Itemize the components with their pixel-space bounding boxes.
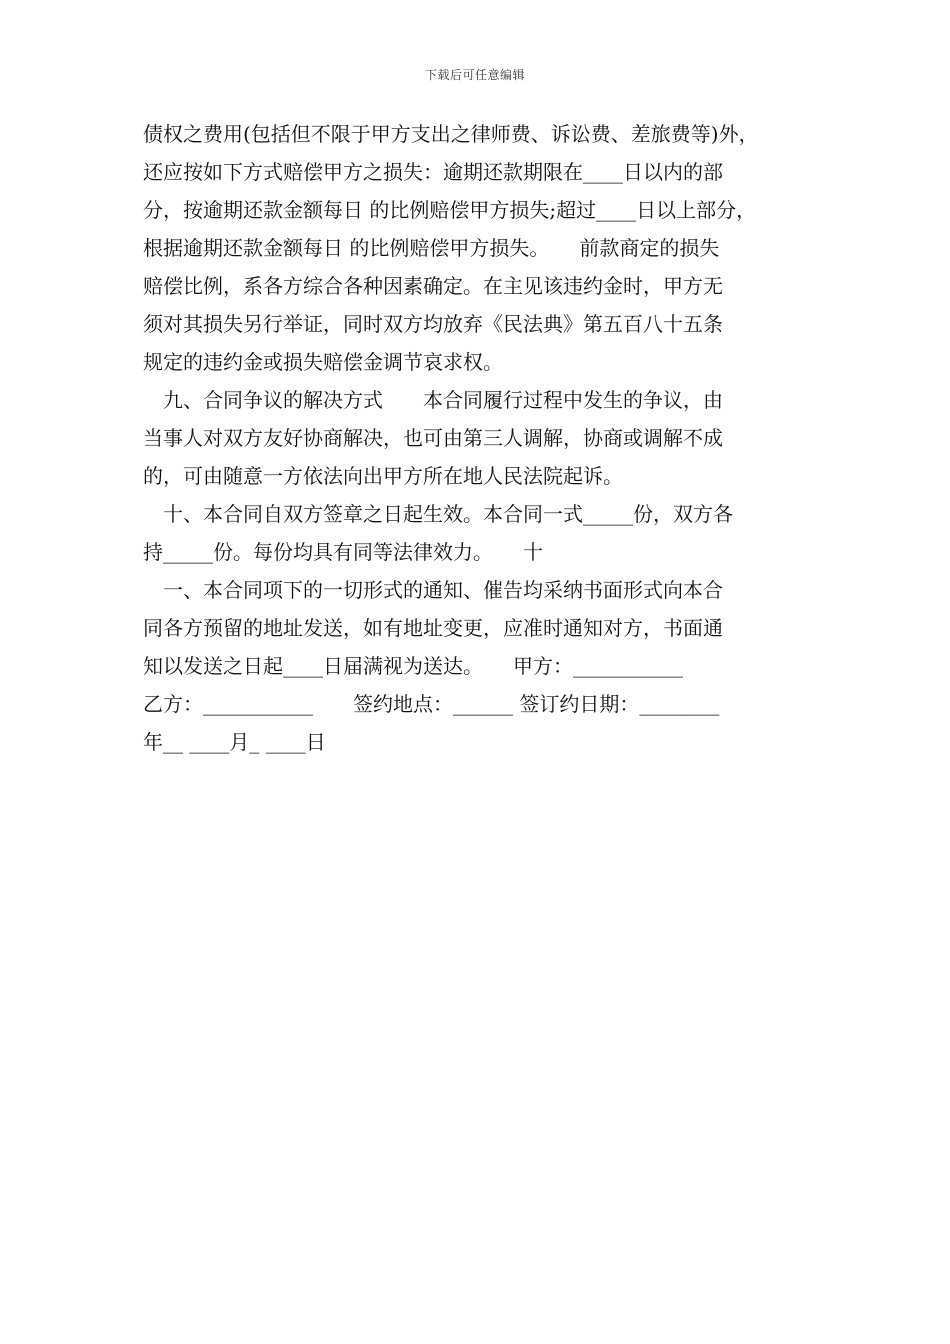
text-line: 同各方预留的地址发送，如有地址变更，应准时通知对方，书面通: [143, 616, 723, 640]
text-line: 债权之费用(包括但不限于甲方支出之律师费、诉讼费、差旅费等)外，: [143, 122, 759, 146]
text-line: 须对其损失另行举证，同时双方均放弃《民法典》第五百八十五条: [143, 312, 723, 336]
text-line: 年__ ____月_ ____日: [143, 730, 326, 754]
text-line: 分，按逾期还款金额每日 的比例赔偿甲方损失;超过____日以上部分，: [143, 198, 757, 222]
text-line: 的，可由随意一方依法向出甲方所在地人民法院起诉。: [143, 464, 623, 488]
header-note: 下载后可任意编辑: [424, 68, 525, 82]
contract-body: [143, 115, 811, 761]
text-line: 还应按如下方式赔偿甲方之损失：逾期还款期限在____日以内的部: [143, 160, 723, 184]
text-line: 十、本合同自双方签章之日起生效。本合同一式_____份，双方各: [143, 502, 733, 526]
text-line: 知以发送之日起____日届满视为送达。 甲方：___________: [143, 654, 683, 678]
text-line: 乙方：___________ 签约地点：______ 签订约日期：________: [143, 692, 720, 716]
text-line: 持_____份。每份均具有同等法律效力。 十: [143, 540, 543, 564]
text-line: 根据逾期还款金额每日 的比例赔偿甲方损失。 前款商定的损失: [143, 236, 720, 260]
text-line: 一、本合同项下的一切形式的通知、催告均采纳书面形式向本合: [143, 578, 723, 602]
text-line: 九、合同争议的解决方式 本合同履行过程中发生的争议，由: [143, 388, 723, 412]
text-line: 规定的违约金或损失赔偿金调节哀求权。: [143, 350, 503, 374]
text-line: 当事人对双方友好协商解决，也可由第三人调解，协商或调解不成: [143, 426, 723, 450]
text-line: 赔偿比例，系各方综合各种因素确定。在主见该违约金时，甲方无: [143, 274, 723, 298]
